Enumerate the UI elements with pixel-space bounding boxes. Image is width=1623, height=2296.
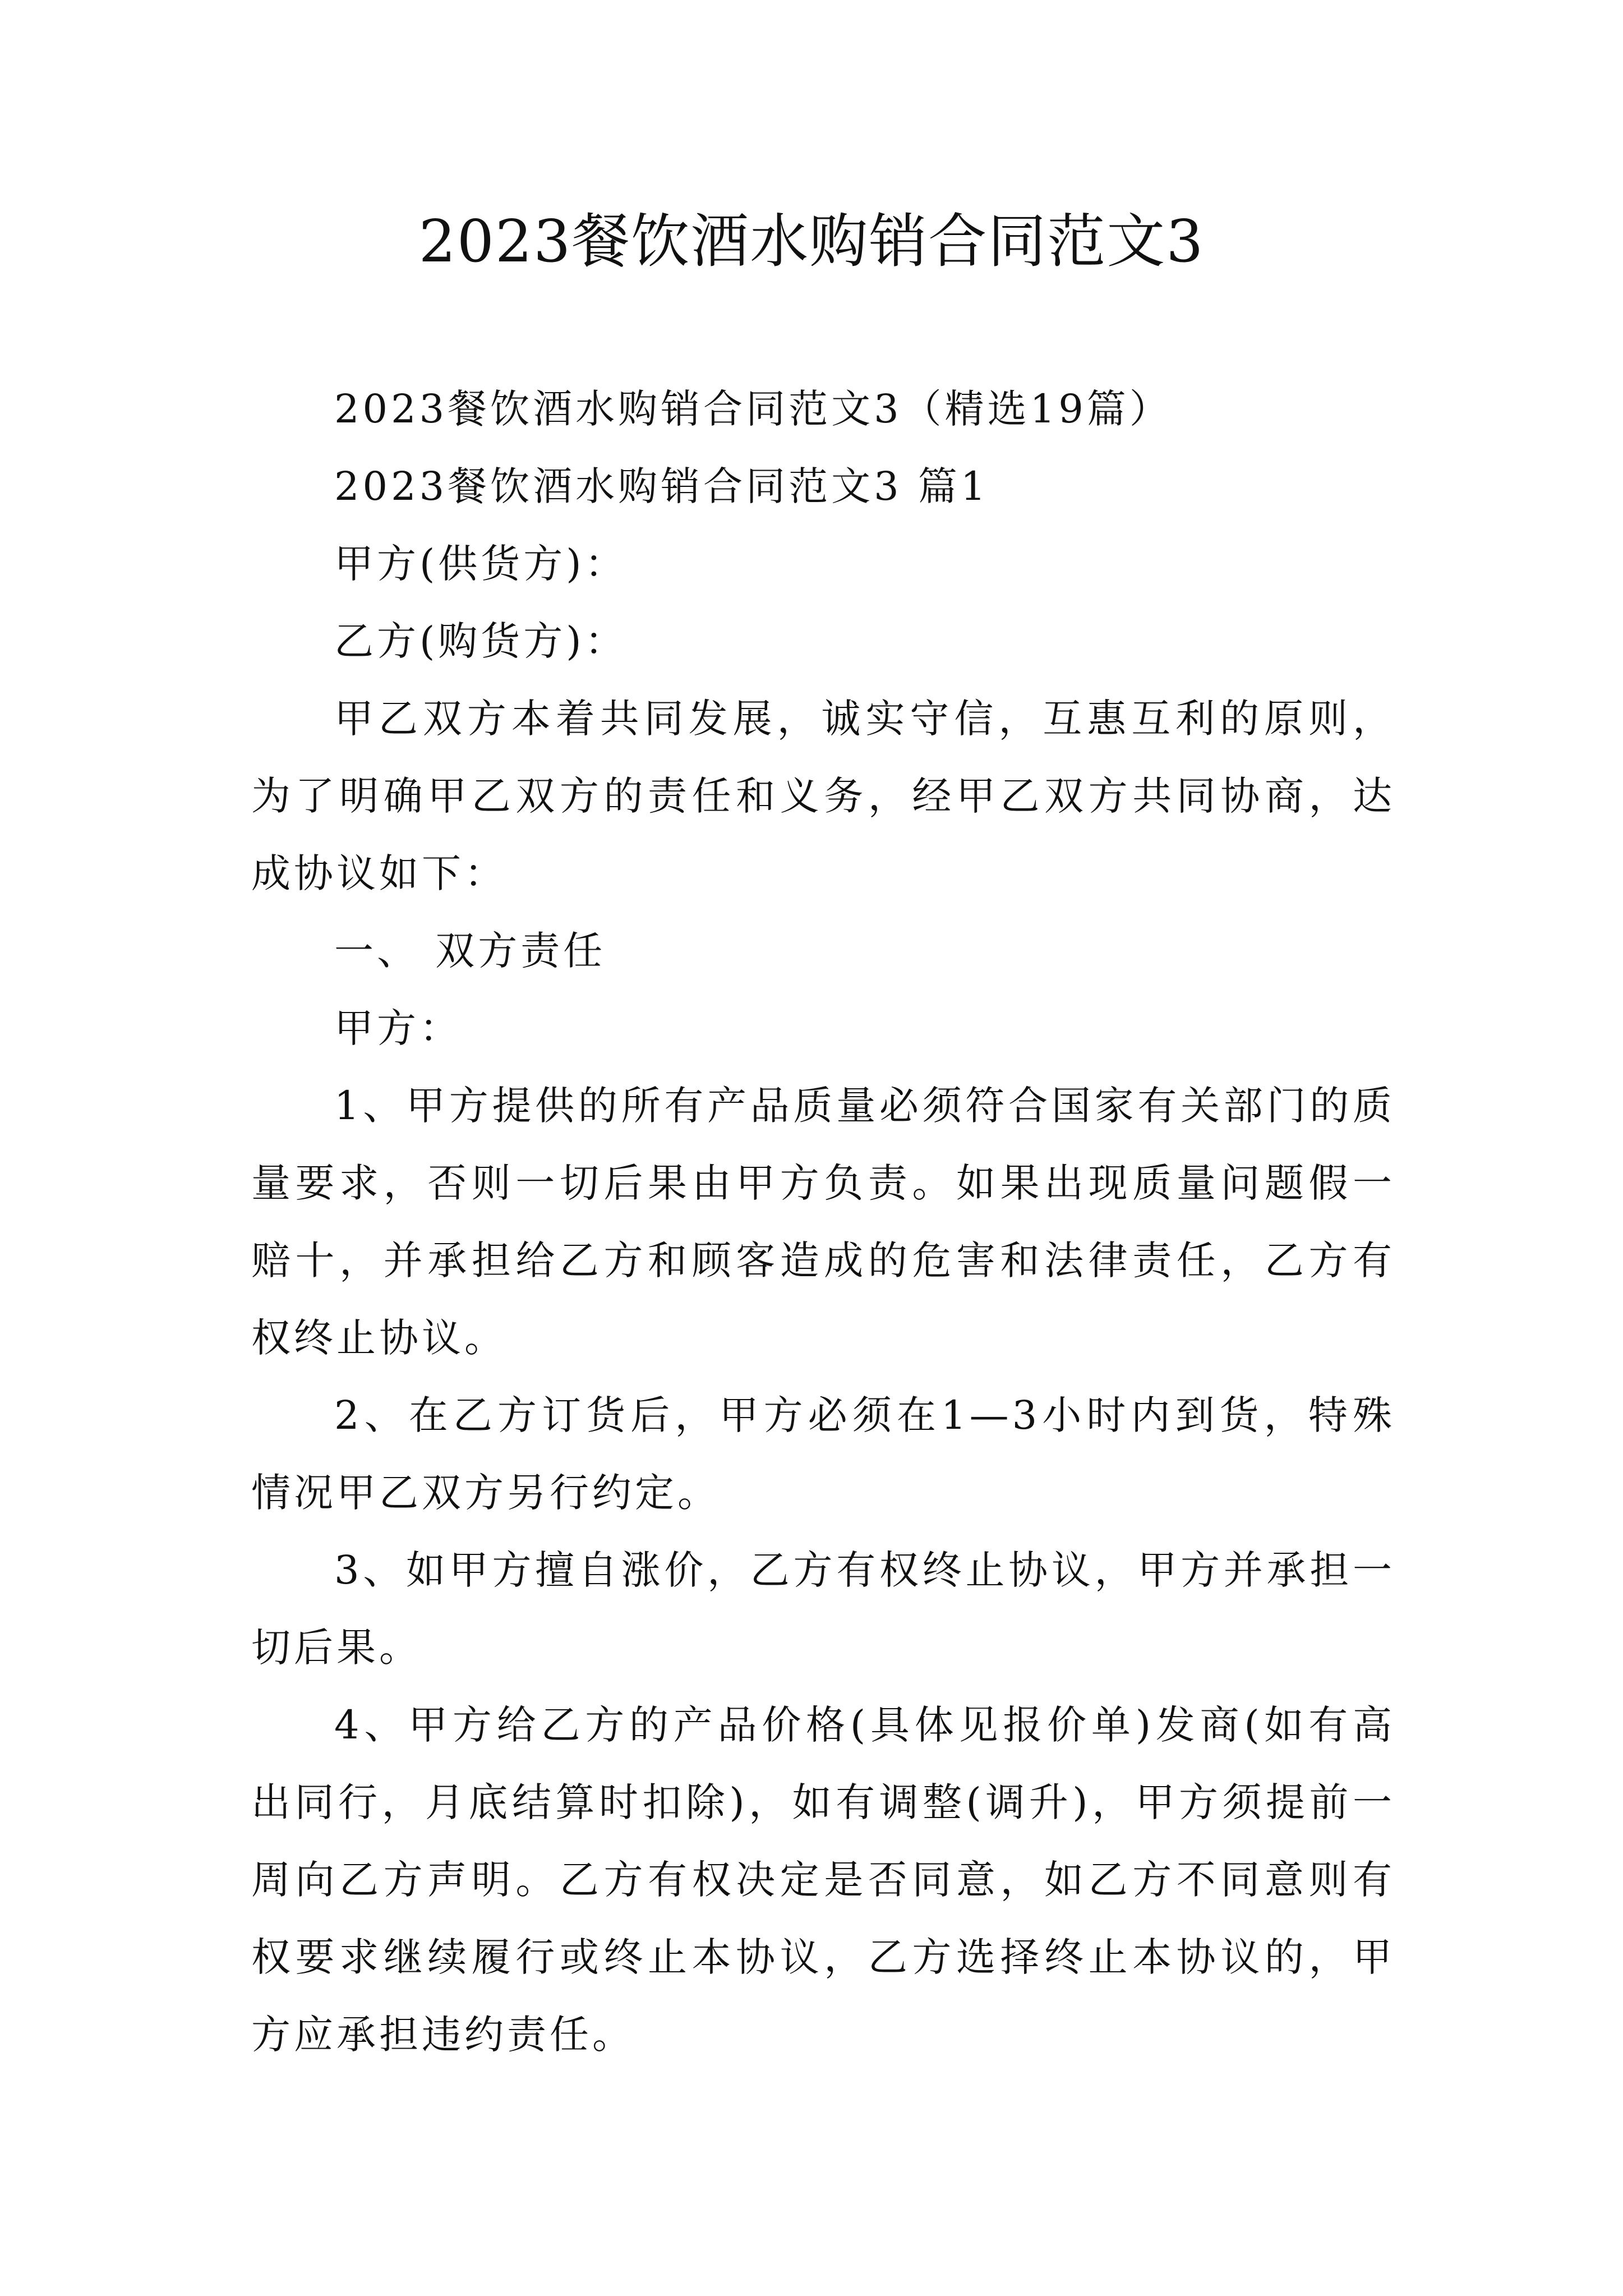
party-b-line: 乙方(购货方)： — [334, 618, 628, 664]
section-heading: 一、 双方责任 — [334, 928, 606, 974]
preamble-paragraph: 甲乙双方本着共同发展，诚实守信，互惠互利的原则，为了明确甲乙双方的责任和义务，经甲乙双方共同协商，达成协议如下： — [251, 696, 1395, 896]
clause-3: 3、如甲方擅自涨价，乙方有权终止协议，甲方并承担一切后果。 — [251, 1547, 1395, 1671]
section-title-paragraph: 2023餐饮酒水购销合同范文3 篇1 — [334, 463, 989, 509]
clause-4: 4、甲方给乙方的产品价格(具体见报价单)发商(如有高出同行，月底结算时扣除)，如有调整(调升)，甲方须提前一周向乙方声明。乙方有权决定是否同意，如乙方不同意则有权要求继续履行或终止本协议，乙方选择终止本协议的，甲方应承担违约责任。 — [251, 1702, 1395, 2058]
document-title: 2023餐饮酒水购销合同范文3 — [418, 207, 1205, 275]
subtitle-paragraph: 2023餐饮酒水购销合同范文3（精选19篇） — [334, 386, 1172, 432]
clause-1: 1、甲方提供的所有产品质量必须符合国家有关部门的质量要求，否则一切后果由甲方负责。如果出现质量问题假一赔十，并承担给乙方和顾客造成的危害和法律责任，乙方有权终止协议。 — [251, 1083, 1395, 1361]
clause-2: 2、在乙方订货后，甲方必须在1—3小时内到货，特殊情况甲乙双方另行约定。 — [251, 1392, 1395, 1516]
party-a-line: 甲方(供货方)： — [334, 541, 628, 587]
party-a-label: 甲方： — [334, 1005, 462, 1051]
document-body — [251, 370, 1395, 2073]
